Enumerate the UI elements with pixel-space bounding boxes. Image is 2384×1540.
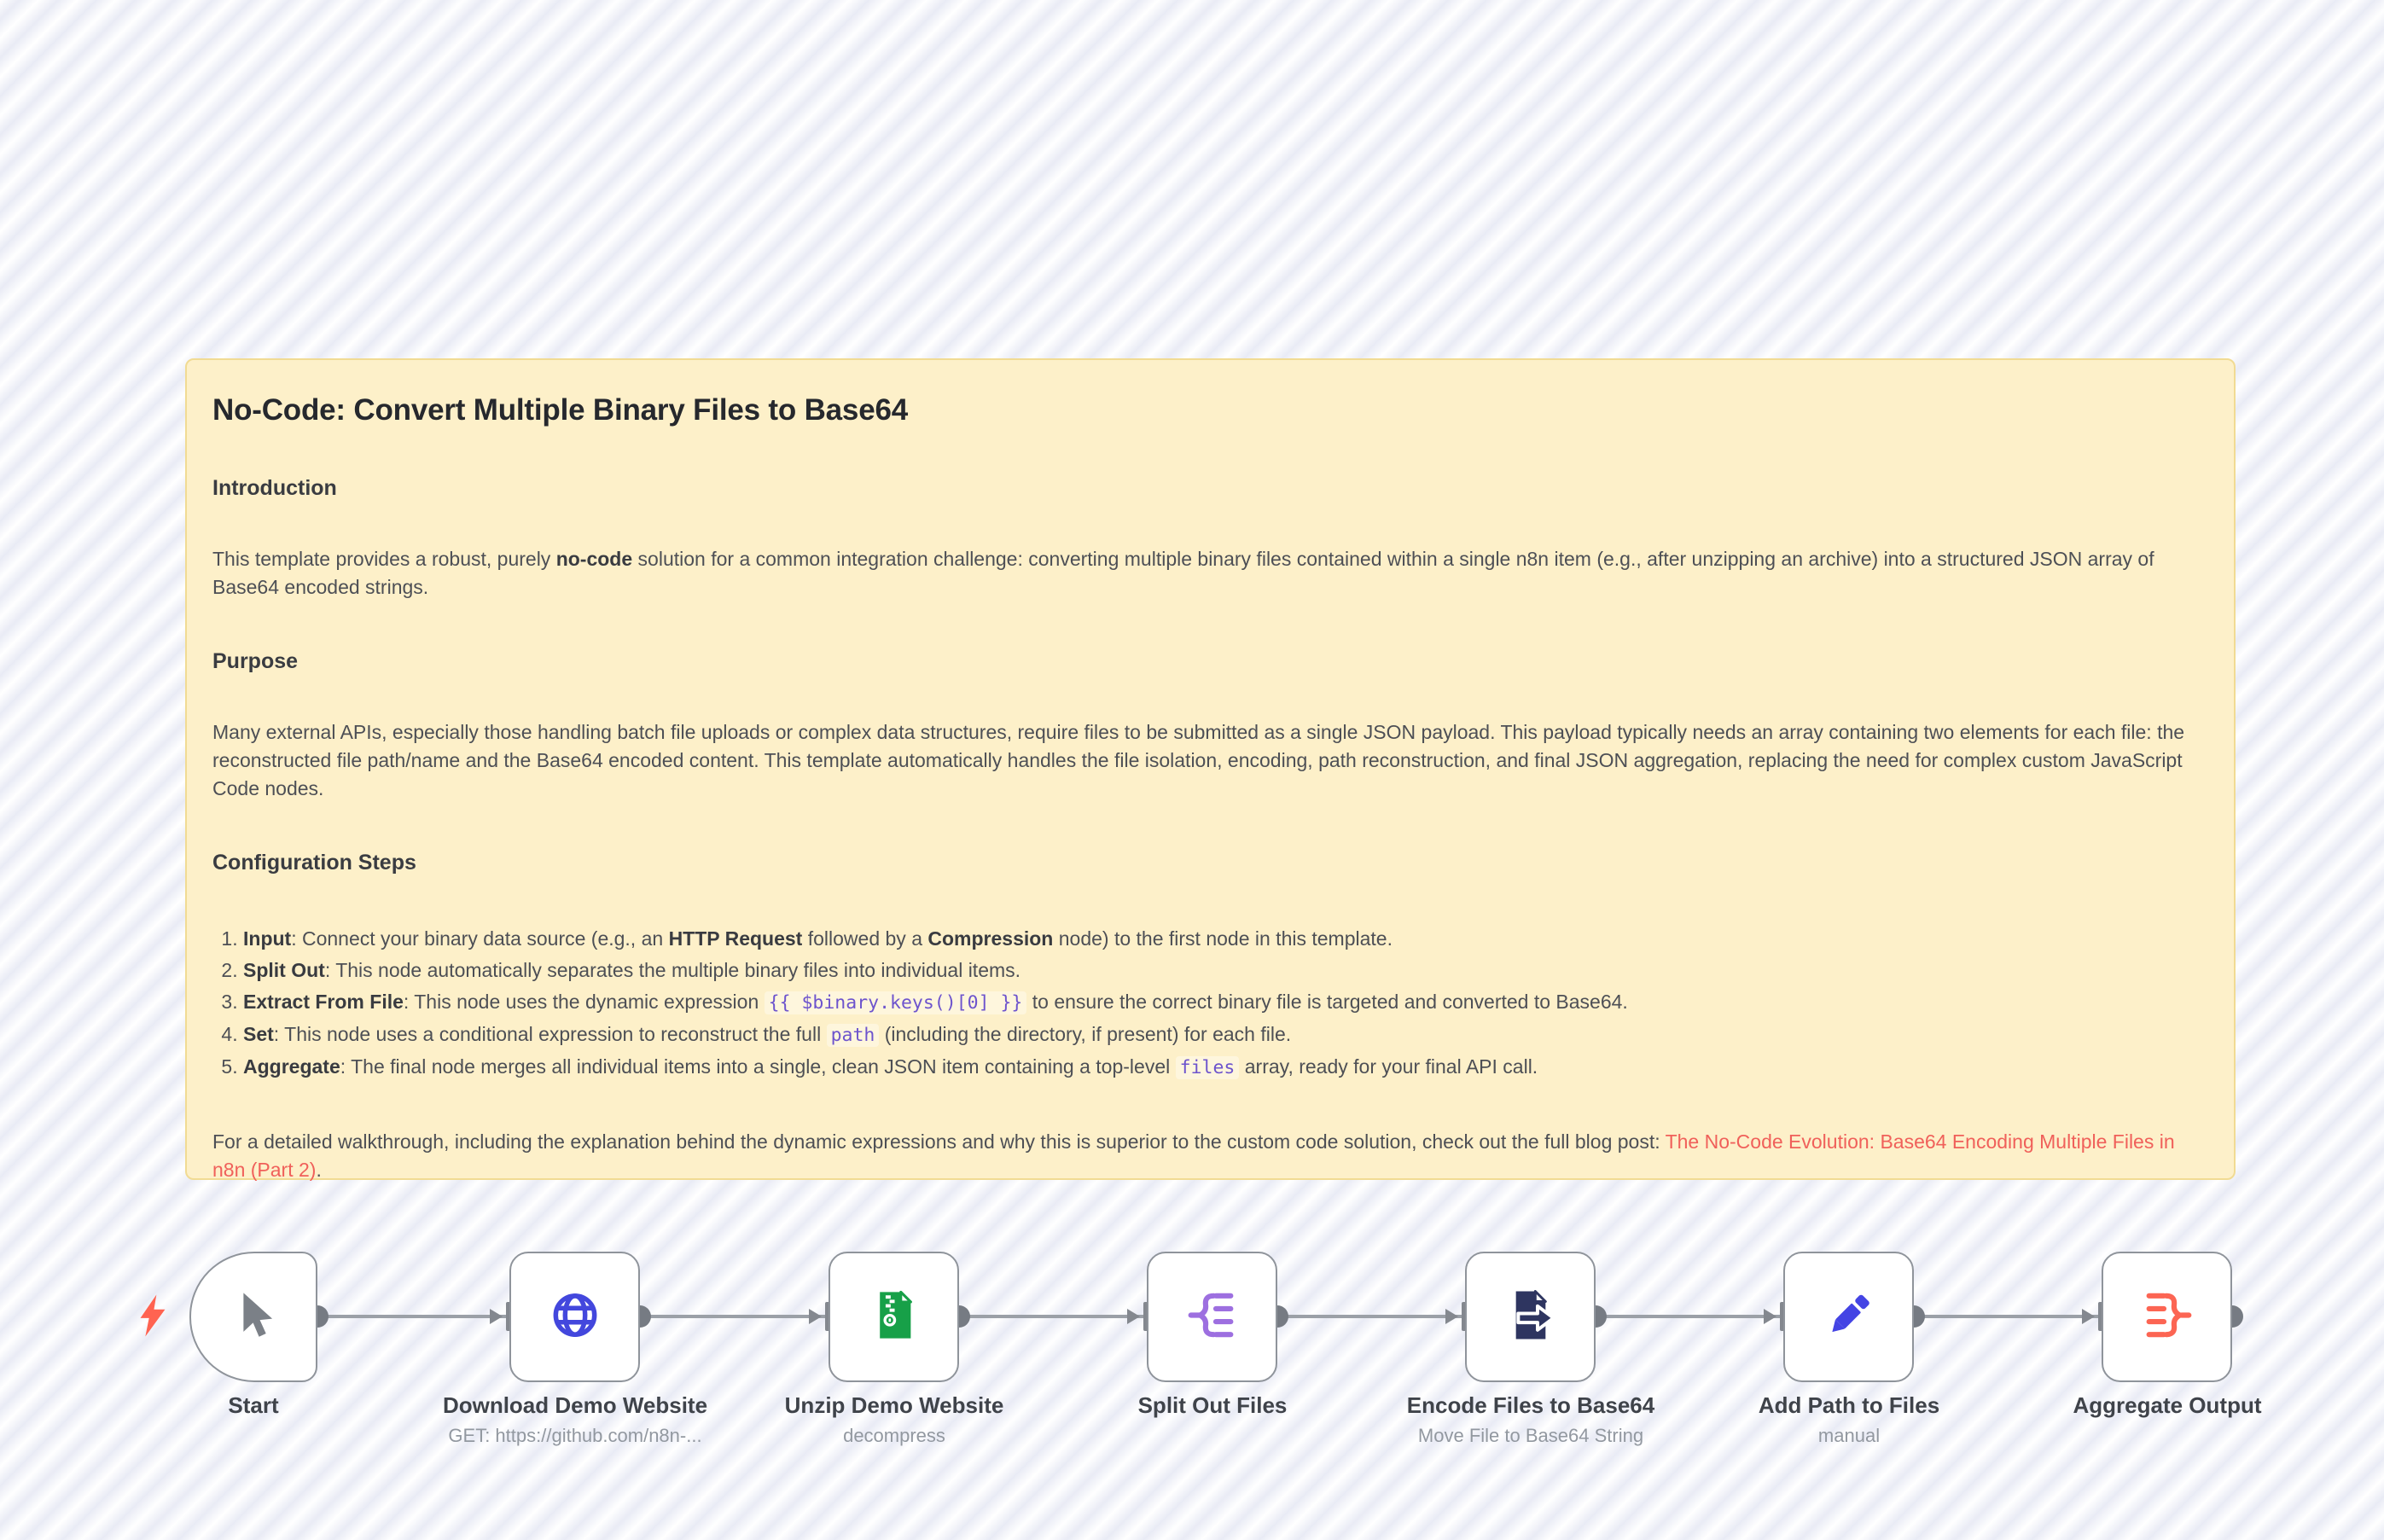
step-item: 2. Split Out: This node automatically separates the multiple binary files into individual items.: [243, 955, 2208, 986]
trigger-bolt-icon: [137, 1293, 169, 1342]
step-item: 1. Input: Connect your binary data source (e.g., an HTTP Request followed by a Compression node) to the first node in this template.: [243, 923, 2208, 955]
node-label: Unzip Demo Website: [784, 1392, 1004, 1418]
connector[interactable]: [640, 1315, 829, 1318]
node-subtitle: decompress: [843, 1425, 945, 1446]
cursor-icon: [227, 1288, 280, 1345]
intro-heading: Introduction: [212, 476, 337, 500]
aggregate-icon: [2140, 1287, 2195, 1346]
input-port-arrow-icon[interactable]: [490, 1309, 503, 1324]
sticky-note-title: No-Code: Convert Multiple Binary Files to Base64: [212, 393, 908, 427]
purpose-heading: Purpose: [212, 649, 299, 673]
node-encode-files-to-base64[interactable]: [1465, 1252, 1596, 1382]
node-subtitle: GET: https://github.com/n8n-...: [448, 1425, 702, 1446]
configuration-steps-list: [212, 923, 2208, 1084]
input-port-arrow-icon[interactable]: [1445, 1309, 1458, 1324]
zip-file-icon: [868, 1288, 921, 1345]
file-export-icon: [1503, 1287, 1558, 1346]
node-label: Add Path to Files: [1758, 1392, 1940, 1418]
input-port-arrow-icon[interactable]: [2082, 1309, 2095, 1324]
input-port-arrow-icon[interactable]: [1127, 1309, 1140, 1324]
blog-post-link[interactable]: The No-Code Evolution: Base64 Encoding Multiple Files in n8n (Part 2): [212, 1130, 2175, 1181]
pencil-icon: [1823, 1288, 1875, 1345]
node-label: Start: [228, 1392, 279, 1418]
footer-paragraph: For a detailed walkthrough, including the explanation behind the dynamic expressions and why this is superior to the custom code solution, check out the full blog post: The No-Code Evolution: Base64 Encoding Multiple Files in n8n (Part 2).: [212, 1130, 2175, 1181]
connector[interactable]: [959, 1315, 1147, 1318]
node-download-demo-website[interactable]: [509, 1252, 640, 1382]
node-start[interactable]: [189, 1252, 317, 1382]
node-subtitle: Move File to Base64 String: [1417, 1425, 1644, 1446]
step-item: 4. Set: This node uses a conditional expression to reconstruct the full path (including the directory, if present) for each file.: [243, 1019, 2208, 1051]
node-split-out-files[interactable]: [1147, 1252, 1277, 1382]
connector[interactable]: [1277, 1315, 1465, 1318]
node-label: Aggregate Output: [2073, 1392, 2262, 1418]
step-item: 3. Extract From File: This node uses the dynamic expression {{ $binary.keys()[0] }} to ensure the correct binary file is targeted and converted to Base64.: [243, 986, 2208, 1019]
node-label: Split Out Files: [1137, 1392, 1288, 1418]
node-label: Download Demo Website: [442, 1392, 708, 1418]
connector[interactable]: [1914, 1315, 2102, 1318]
input-port-arrow-icon[interactable]: [1764, 1309, 1776, 1324]
node-unzip-demo-website[interactable]: [829, 1252, 959, 1382]
connector[interactable]: [317, 1315, 509, 1318]
node-aggregate-output[interactable]: [2102, 1252, 2232, 1382]
steps-heading: Configuration Steps: [212, 851, 416, 875]
input-port-arrow-icon[interactable]: [809, 1309, 822, 1324]
globe-icon: [547, 1287, 603, 1347]
sticky-note[interactable]: [185, 358, 2236, 1180]
split-out-icon: [1185, 1287, 1240, 1346]
intro-paragraph: This template provides a robust, purely no-code solution for a common integration challenge: converting multiple binary files contained within a single n8n item (e.g., after unzipping an archive) into a structured JSON array of Base64 encoded strings.: [212, 548, 2154, 598]
connector[interactable]: [1596, 1315, 1783, 1318]
purpose-paragraph: Many external APIs, especially those handling batch file uploads or complex data structures, require files to be submitted as a single JSON payload. This payload typically needs an array containing two elements for each file: the reconstructed file path/name and the Base64 encoded content. This template automatically handles the file isolation, encoding, path reconstruction, and final JSON aggregation, replacing the need for complex custom JavaScript Code nodes.: [212, 721, 2185, 799]
node-subtitle: manual: [1817, 1425, 1881, 1446]
node-label: Encode Files to Base64: [1406, 1392, 1655, 1418]
step-item: 5. Aggregate: The final node merges all individual items into a single, clean JSON item containing a top-level files array, ready for your final API call.: [243, 1051, 2208, 1084]
node-add-path-to-files[interactable]: [1783, 1252, 1914, 1382]
